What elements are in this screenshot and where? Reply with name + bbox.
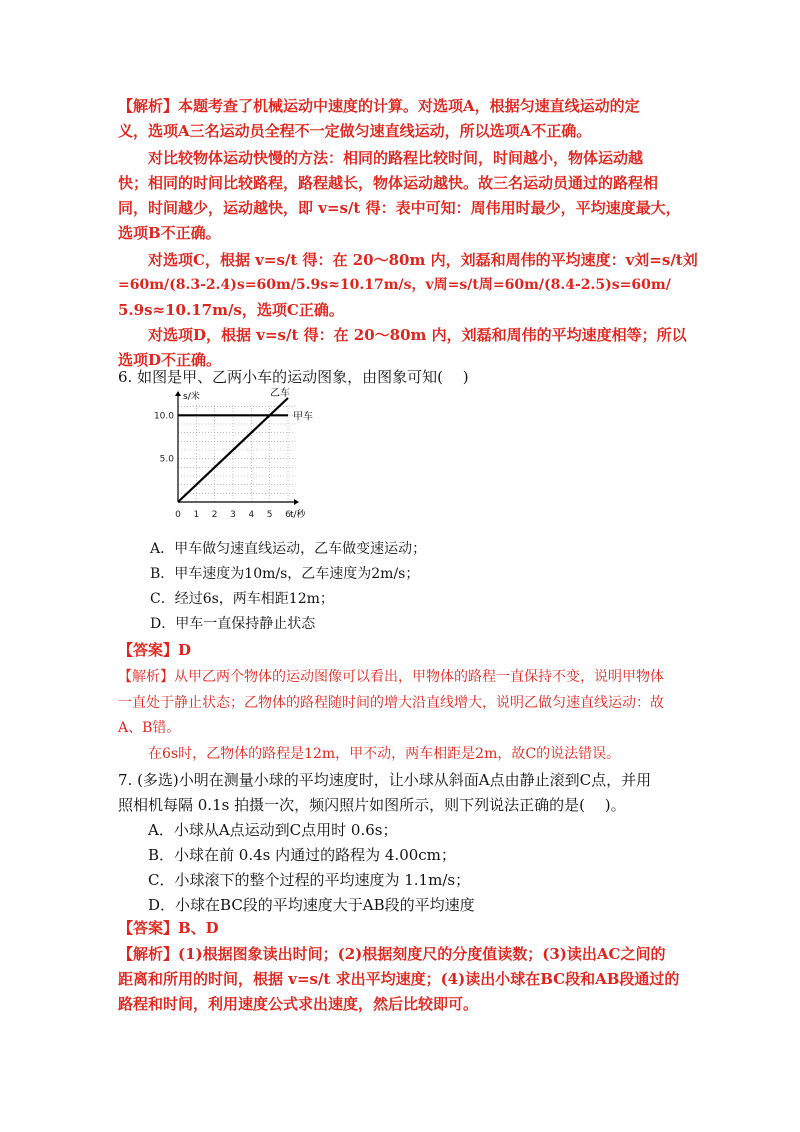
x-axis-label: t/秒: [290, 510, 306, 520]
question-7-option-d: D．小球在BC段的平均速度大于AB段的平均速度: [148, 896, 475, 914]
question-7-option-b: B．小球在前 0.4s 内通过的路程为 4.00cm；: [148, 846, 456, 864]
question-6-analysis-4: 在6s时，乙物体的路程是12m，甲不动，两车相距是2m，故C的说法错误。: [148, 746, 621, 762]
y-axis-arrow: [175, 391, 181, 396]
x-tick-label: 0: [175, 510, 181, 520]
question-6-analysis-1: 【解析】从甲乙两个物体的运动图像可以看出，甲物体的路程一直保持不变，说明甲物体: [118, 669, 664, 685]
series-label: 甲车: [293, 411, 313, 423]
question-6-option-a: A．甲车做匀速直线运动，乙车做变速运动；: [150, 541, 427, 557]
x-tick-label: 5: [266, 510, 273, 520]
question-6-stem: 6. 如图是甲、乙两小车的运动图象，由图象可知( ): [118, 368, 469, 386]
analysis5-line-6: 选项B不正确。: [118, 224, 221, 242]
series-label: 乙车: [270, 388, 290, 399]
question-7-option-c: C．小球滚下的整个过程的平均速度为 1.1m/s；: [148, 871, 471, 889]
analysis5-line-11: 选项D不正确。: [118, 351, 222, 369]
y-tick-label: 5.0: [159, 454, 174, 465]
analysis5-line-1: 【解析】本题考查了机械运动中速度的计算。对选项A，根据匀速直线运动的定: [118, 97, 640, 115]
y-tick-label: 10.0: [153, 411, 174, 422]
analysis5-line-5: 同，时间越少，运动越快，即 v=s/t 得：表中可知：周伟用时最少，平均速度最大，: [118, 199, 681, 217]
question-7-analysis-1: 【解析】(1)根据图象读出时间；(2)根据刻度尺的分度值读数；(3)读出AC之间的: [118, 945, 666, 963]
analysis5-line-10: 对选项D，根据 v=s/t 得：在 20～80m 内，刘磊和周伟的平均速度相等；所以: [148, 326, 687, 344]
analysis5-line-3: 对比较物体运动快慢的方法：相同的路程比较时间，时间越小，物体运动越: [148, 149, 644, 167]
x-tick-label: 4: [248, 510, 255, 520]
question-7-option-a: A．小球从A点运动到C点用时 0.6s；: [148, 821, 398, 839]
x-tick-label: 2: [211, 510, 218, 520]
question-6-analysis-3: A、B错。: [118, 720, 181, 736]
question-6-option-c: C．经过6s，两车相距12m；: [150, 591, 334, 607]
question-7-analysis-2: 距离和所用的时间，根据 v=s/t 求出平均速度；(4)读出小球在BC段和AB段通过的: [118, 970, 680, 988]
motion-chart: [150, 388, 313, 528]
question-7-stem-1: 7. (多选)小明在测量小球的平均速度时，让小球从斜面A点由静止滚到C点，并用: [118, 771, 652, 789]
question-7-analysis-3: 路程和时间，利用速度公式求出速度，然后比较即可。: [118, 995, 479, 1013]
question-6-option-b: B．甲车速度为10m/s，乙车速度为2m/s；: [150, 566, 420, 582]
question-7-answer: 【答案】B、D: [118, 919, 219, 937]
x-tick-label: 1: [193, 510, 200, 520]
question-7-stem-2: 照相机每隔 0.1s 拍摄一次，频闪照片如图所示，则下列说法正确的是( )。: [118, 796, 626, 814]
question-6-analysis-2: 一直处于静止状态；乙物体的路程随时间的增大沿直线增大，说明乙做匀速直线运动：故: [118, 695, 664, 711]
question-6-option-d: D．甲车一直保持静止状态: [150, 616, 316, 632]
x-axis-arrow: [294, 499, 299, 505]
question-6-answer: 【答案】D: [118, 641, 192, 659]
chart-grid: [178, 403, 295, 502]
analysis5-line-2: 义，选项A三名运动员全程不一定做匀速直线运动，所以选项A不正确。: [118, 122, 592, 140]
chart-ticks: [154, 411, 291, 520]
x-tick-label: 6: [285, 510, 291, 520]
analysis5-line-9: 5.9s≈10.17m/s，选项C正确。: [118, 301, 344, 319]
y-axis-label: s/米: [183, 392, 200, 402]
analysis5-line-4: 快；相同的时间比较路程，路程越长，物体运动越快。故三名运动员通过的路程相: [118, 174, 659, 192]
x-tick-label: 3: [230, 510, 236, 520]
analysis5-line-8: =60m/(8.3-2.4)s=60m/5.9s≈10.17m/s，v周=s/t周=60m/(8.4-2.5)s=60m/: [118, 277, 671, 293]
analysis5-line-7: 对选项C，根据 v=s/t 得：在 20～80m 内，刘磊和周伟的平均速度：v刘=s/t刘: [148, 251, 698, 269]
